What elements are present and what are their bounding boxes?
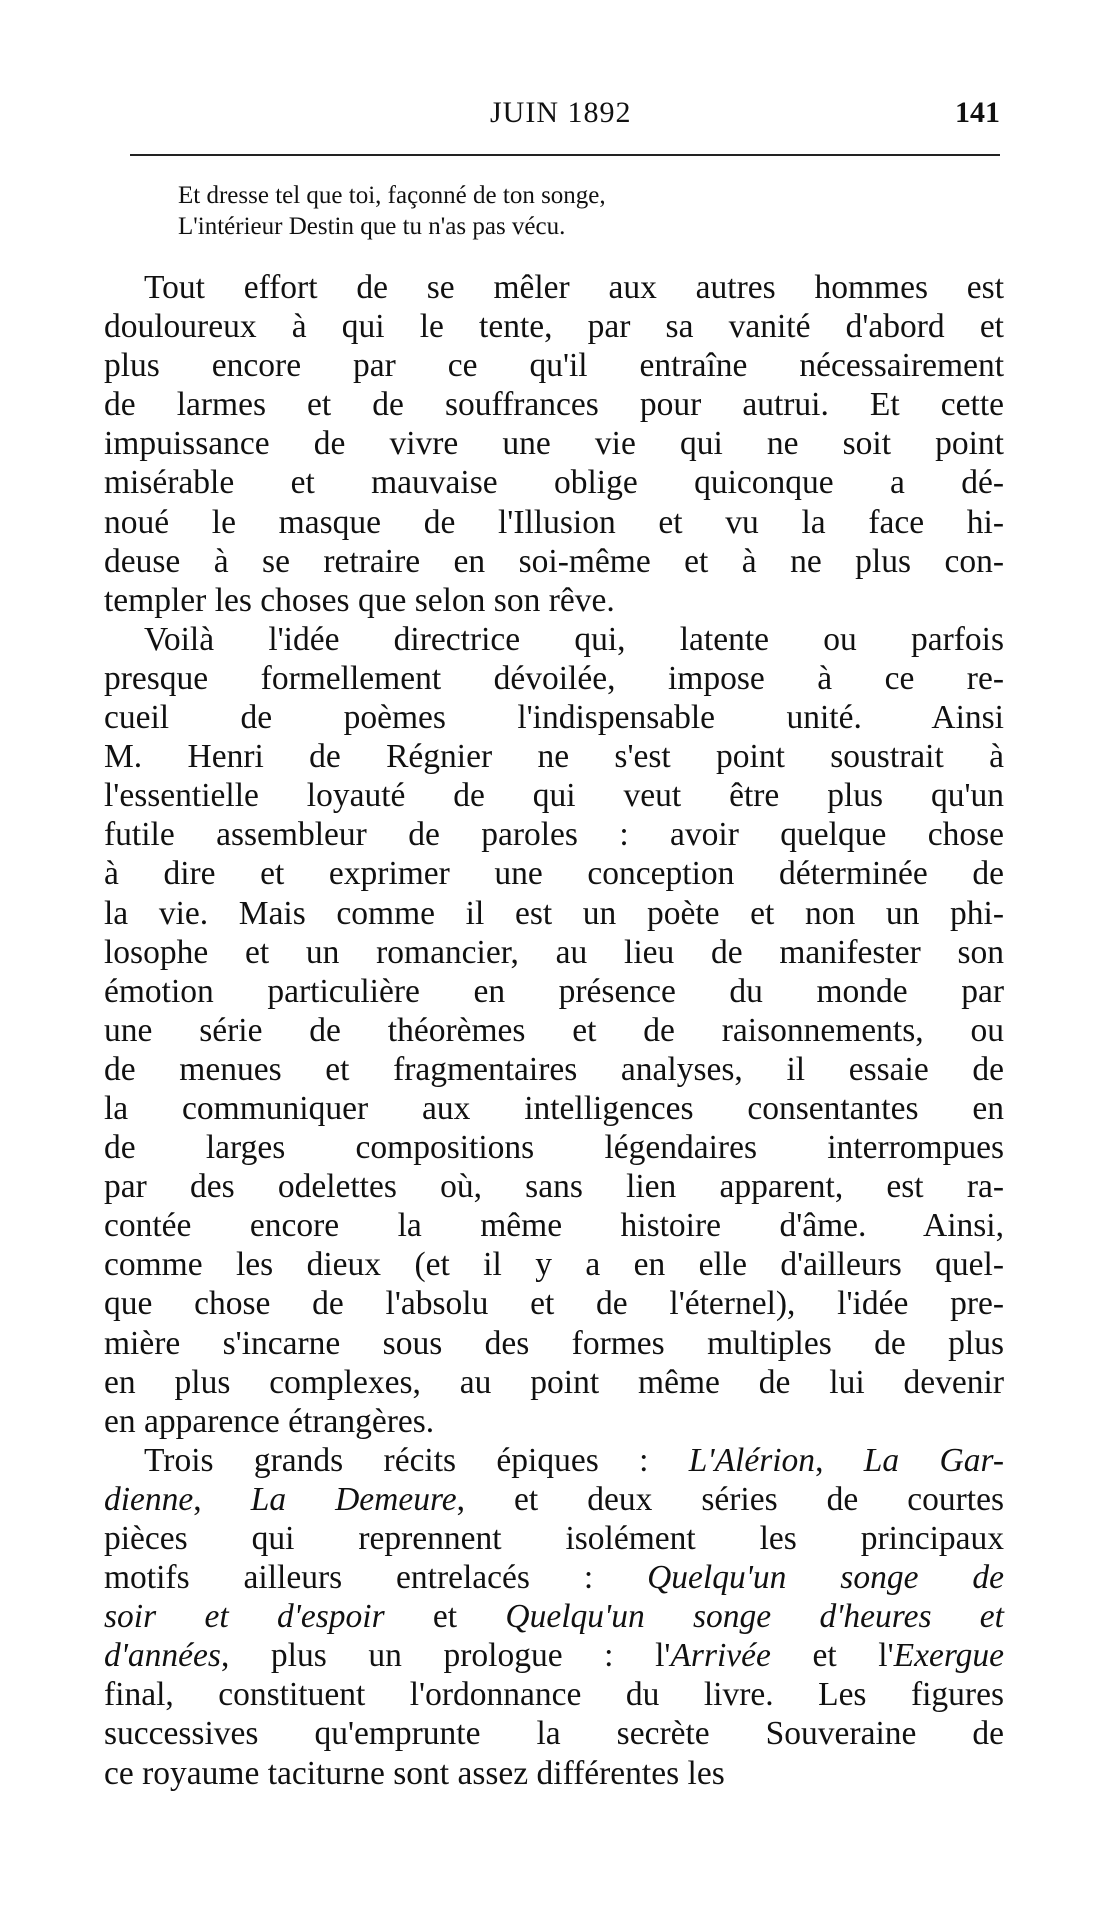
paragraph [104, 1441, 1004, 1793]
text-line: templer les choses que selon son rêve. [104, 581, 615, 619]
text-line: par des odelettes où, sans lien apparent, est ra- [104, 1168, 1004, 1206]
text-line: l'essentielle loyauté de qui veut être plus qu'un [104, 777, 1004, 815]
text-line: une série de théorèmes et de raisonnements, ou [104, 1011, 1004, 1049]
text-line: cueil de poèmes l'indispensable unité. Ainsi [104, 699, 1004, 737]
running-title: JUIN 1892 [490, 96, 632, 129]
text-line: deuse à se retraire en soi-même et à ne plus con- [104, 542, 1004, 580]
text-line: dienne, La Demeure, et deux séries de courtes [104, 1480, 1004, 1518]
text-line: M. Henri de Régnier ne s'est point soustrait à [104, 738, 1004, 776]
text-line: presque formellement dévoilée, impose à ce re- [104, 659, 1004, 697]
text-line: en apparence étrangères. [104, 1402, 435, 1440]
text-line: de larges compositions légendaires interrompues [104, 1129, 1004, 1167]
body-text [104, 268, 1004, 1793]
text-line: contée encore la même histoire d'âme. Ainsi, [104, 1207, 1004, 1245]
text-line: la communiquer aux intelligences consentantes en [104, 1089, 1004, 1127]
text-line: de menues et fragmentaires analyses, il essaie de [104, 1050, 1004, 1088]
epigraph-line: L'intérieur Destin que tu n'as pas vécu. [178, 213, 566, 240]
header-rule [130, 154, 1000, 156]
text-line: mière s'incarne sous des formes multiples de plus [104, 1324, 1004, 1362]
text-line: à dire et exprimer une conception déterminée de [104, 855, 1004, 893]
text-line: que chose de l'absolu et de l'éternel), l'idée pre- [104, 1285, 1004, 1323]
text-line: émotion particulière en présence du monde par [104, 972, 1004, 1010]
page-number: 141 [955, 96, 1000, 129]
text-line: pièces qui reprennent isolément les principaux [104, 1520, 1004, 1557]
text-line: final, constituent l'ordonnance du livre. Les figures [104, 1676, 1004, 1714]
text-line: successives qu'emprunte la secrète Souveraine de [104, 1715, 1004, 1753]
text-line: comme les dieux (et il y a en elle d'ailleurs quel- [104, 1246, 1004, 1284]
text-line: misérable et mauvaise oblige quiconque a dé- [104, 464, 1004, 502]
epigraph-line: Et dresse tel que toi, façonné de ton songe, [178, 182, 606, 209]
text-line: ce royaume taciturne sont assez différentes les [104, 1754, 725, 1792]
text-line: motifs ailleurs entrelacés : Quelqu'un songe de [104, 1559, 1004, 1597]
text-line: impuissance de vivre une vie qui ne soit point [104, 425, 1004, 463]
text-line: Trois grands récits épiques : L'Alérion, La Gar- [144, 1441, 1004, 1479]
text-line: la vie. Mais comme il est un poète et non un phi- [104, 894, 1004, 932]
page-header [130, 96, 1000, 136]
text-line: de larmes et de souffrances pour autrui. Et cette [104, 386, 1004, 424]
text-line: en plus complexes, au point même de lui devenir [104, 1363, 1004, 1401]
paragraph [104, 268, 1004, 620]
paragraph [104, 620, 1004, 1441]
text-line: Tout effort de se mêler aux autres hommes est [144, 269, 1004, 306]
text-line: soir et d'espoir et Quelqu'un songe d'heures et [104, 1598, 1004, 1636]
text-line: douloureux à qui le tente, par sa vanité d'abord et [104, 308, 1004, 346]
text-line: d'années, plus un prologue : l'Arrivée et l'Exergue [104, 1637, 1004, 1675]
text-line: futile assembleur de paroles : avoir quelque chose [104, 816, 1004, 854]
text-line: plus encore par ce qu'il entraîne nécessairement [104, 347, 1004, 385]
text-line: Voilà l'idée directrice qui, latente ou parfois [144, 620, 1004, 658]
epigraph [178, 180, 958, 242]
text-line: noué le masque de l'Illusion et vu la face hi- [104, 503, 1004, 541]
text-line: losophe et un romancier, au lieu de manifester son [104, 933, 1004, 971]
